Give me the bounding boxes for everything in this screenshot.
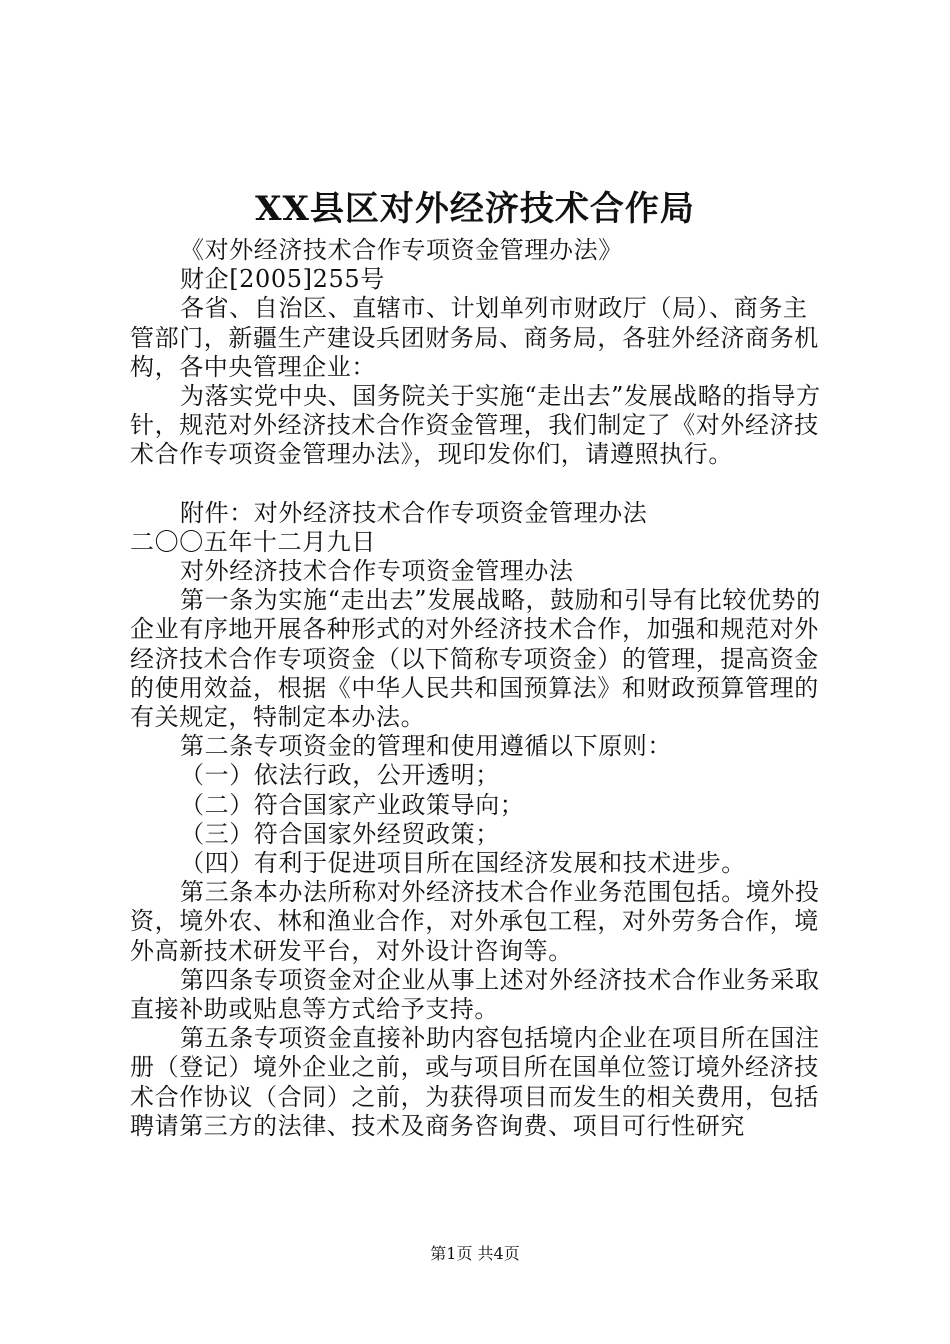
paragraph-spacer bbox=[130, 470, 830, 499]
paragraph-article-1: 第一条为实施“走出去”发展战略，鼓励和引导有比较优势的企业有序地开展各种形式的对外经济技术合作，加强和规范对外经济技术合作专项资金（以下简称专项资金）的管理，提高资金的使用效益，根据《中华人民共和国预算法》和财政预算管理的有关规定，特制定本办法。 bbox=[130, 586, 821, 732]
paragraph-principle-4: （四）有利于促进项目所在国经济发展和技术进步。 bbox=[180, 849, 746, 878]
paragraph-attachment: 附件：对外经济技术合作专项资金管理办法 bbox=[180, 498, 648, 527]
document-title: XX县区对外经济技术合作局 bbox=[255, 189, 695, 229]
paragraph-addressees: 各省、自治区、直辖市、计划单列市财政厅（局）、商务主管部门，新疆生产建设兵团财务局、商务局，各驻外经济商务机构，各中央管理企业： bbox=[130, 294, 819, 381]
paragraph-regulation-name: 《对外经济技术合作专项资金管理办法》 bbox=[180, 236, 623, 264]
paragraph-document-number: 财企[2005]255号 bbox=[180, 265, 385, 294]
page-number-footer: 第1页 共4页 bbox=[430, 1244, 520, 1263]
paragraph-date: 二〇〇五年十二月九日 bbox=[130, 527, 376, 556]
paragraph-principle-2: （二）符合国家产业政策导向； bbox=[180, 790, 525, 819]
paragraph-measures-title: 对外经济技术合作专项资金管理办法 bbox=[180, 557, 574, 586]
paragraph-article-4: 第四条专项资金对企业从事上述对外经济技术合作业务采取直接补助或贴息等方式给予支持。 bbox=[130, 965, 820, 1024]
paragraph-article-2: 第二条专项资金的管理和使用遵循以下原则： bbox=[180, 732, 672, 761]
paragraph-principle-3: （三）符合国家外经贸政策； bbox=[180, 819, 500, 848]
paragraph-notice: 为落实党中央、国务院关于实施“走出去”发展战略的指导方针，规范对外经济技术合作资金管理，我们制定了《对外经济技术合作专项资金管理办法》，现印发你们，请遵照执行。 bbox=[130, 382, 821, 469]
paragraph-article-5: 第五条专项资金直接补助内容包括境内企业在项目所在国注册（登记）境外企业之前，或与项目所在国单位签订境外经济技术合作协议（合同）之前，为获得项目而发生的相关费用，包括聘请第三方的法律、技术及商务咨询费、项目可行性研究 bbox=[130, 1024, 820, 1140]
document-body bbox=[130, 236, 830, 1141]
paragraph-principle-1: （一）依法行政，公开透明； bbox=[180, 761, 500, 790]
paragraph-article-3: 第三条本办法所称对外经济技术合作业务范围包括。境外投资，境外农、林和渔业合作，对外承包工程，对外劳务合作，境外高新技术研发平台，对外设计咨询等。 bbox=[130, 878, 820, 965]
